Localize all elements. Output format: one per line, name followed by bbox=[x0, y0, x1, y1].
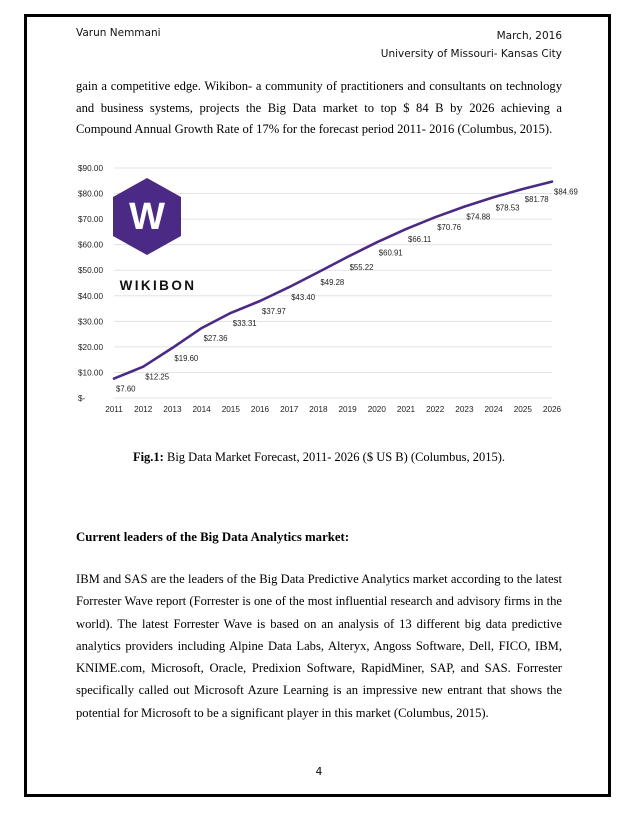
data-label: $37.97 bbox=[262, 306, 286, 316]
data-label: $84.69 bbox=[554, 187, 578, 197]
x-tick-label: 2019 bbox=[338, 405, 357, 414]
x-tick-label: 2020 bbox=[367, 405, 386, 414]
x-tick-label: 2014 bbox=[192, 405, 211, 414]
data-label: $78.53 bbox=[495, 203, 520, 213]
x-tick-label: 2026 bbox=[542, 405, 562, 414]
x-tick-label: 2023 bbox=[455, 405, 474, 414]
data-label: $55.22 bbox=[349, 262, 374, 272]
data-label: $49.28 bbox=[320, 278, 345, 288]
x-tick-label: 2021 bbox=[396, 405, 416, 414]
paragraph-intro: gain a competitive edge. Wikibon- a community of practitioners and consultants on technology and business systems, projects the Big Data market to top $ 84 B by 2026 achieving a Compound Annual Growth Rate of 17% for the forecast period 2011- 2016 (Columbus, 2015). bbox=[76, 79, 562, 136]
y-tick-label: $80.00 bbox=[78, 189, 104, 199]
y-tick-labels bbox=[78, 164, 103, 403]
x-tick-labels bbox=[105, 405, 561, 414]
data-label: $12.25 bbox=[145, 372, 170, 382]
data-label: $70.76 bbox=[437, 223, 462, 233]
section-heading: Current leaders of the Big Data Analytics market: bbox=[76, 530, 350, 544]
x-tick-label: 2013 bbox=[163, 405, 182, 414]
data-label: $74.88 bbox=[466, 212, 491, 222]
header-institution: University of Missouri- Kansas City bbox=[380, 48, 562, 60]
data-label: $19.60 bbox=[174, 353, 199, 363]
data-label: $66.11 bbox=[408, 235, 432, 245]
page-number: 4 bbox=[315, 766, 323, 778]
x-tick-label: 2016 bbox=[250, 405, 270, 414]
y-tick-label: $10.00 bbox=[78, 368, 104, 378]
data-label: $81.78 bbox=[524, 195, 549, 205]
header-right bbox=[381, 27, 562, 63]
x-tick-label: 2018 bbox=[309, 405, 328, 414]
data-label: $7.60 bbox=[116, 384, 136, 394]
x-tick-label: 2011 bbox=[105, 405, 123, 414]
y-tick-label: $- bbox=[78, 394, 86, 403]
logo-letter: W bbox=[129, 196, 165, 238]
chart-svg bbox=[76, 158, 578, 423]
y-tick-label: $20.00 bbox=[78, 342, 104, 352]
x-tick-label: 2024 bbox=[484, 405, 503, 414]
figure-caption-text: Big Data Market Forecast, 2011- 2026 ($ US B) (Columbus, 2015). bbox=[163, 450, 506, 464]
y-tick-label: $40.00 bbox=[78, 291, 104, 301]
market-forecast-chart bbox=[76, 158, 578, 423]
data-label: $60.91 bbox=[378, 248, 403, 258]
figure-caption-label: Fig.1: bbox=[132, 450, 164, 464]
x-tick-label: 2017 bbox=[280, 405, 299, 414]
x-tick-label: 2012 bbox=[134, 405, 153, 414]
x-tick-label: 2025 bbox=[513, 405, 532, 414]
logo-wordmark: WIKIBON bbox=[119, 278, 197, 293]
data-label: $27.36 bbox=[203, 334, 228, 344]
data-label: $43.40 bbox=[291, 293, 316, 303]
x-tick-label: 2015 bbox=[221, 405, 240, 414]
header-date: March, 2016 bbox=[496, 30, 562, 42]
paragraph-leaders: IBM and SAS are the leaders of the Big Data Predictive Analytics market according to the latest Forrester Wave report (Forrester is one of the most influential research and advisory firms in the world). The latest Forrester Wave is based on an analysis of 13 different big data predictive analytics providers including Alpine Data Labs, Alteryx, Angoss Software, Dell, FICO, IBM, KNIME.com, Microsoft, Oracle, Predixion Software, RapidMiner, SAP, and SAS. Forrester specifically called out Microsoft Azure Learning is an impressive new entrant that shows the potential for Microsoft to be a significant player in this market (Columbus, 2015). bbox=[76, 572, 562, 720]
x-tick-label: 2022 bbox=[426, 405, 445, 414]
y-tick-label: $50.00 bbox=[78, 266, 104, 276]
y-tick-label: $90.00 bbox=[78, 164, 104, 173]
y-tick-label: $30.00 bbox=[78, 317, 104, 327]
header-author: Varun Nemmani bbox=[76, 27, 161, 39]
wikibon-logo bbox=[113, 178, 196, 293]
y-tick-label: $60.00 bbox=[78, 240, 104, 250]
figure-caption bbox=[76, 450, 562, 465]
y-tick-label: $70.00 bbox=[78, 215, 104, 225]
data-label: $33.31 bbox=[232, 318, 257, 328]
